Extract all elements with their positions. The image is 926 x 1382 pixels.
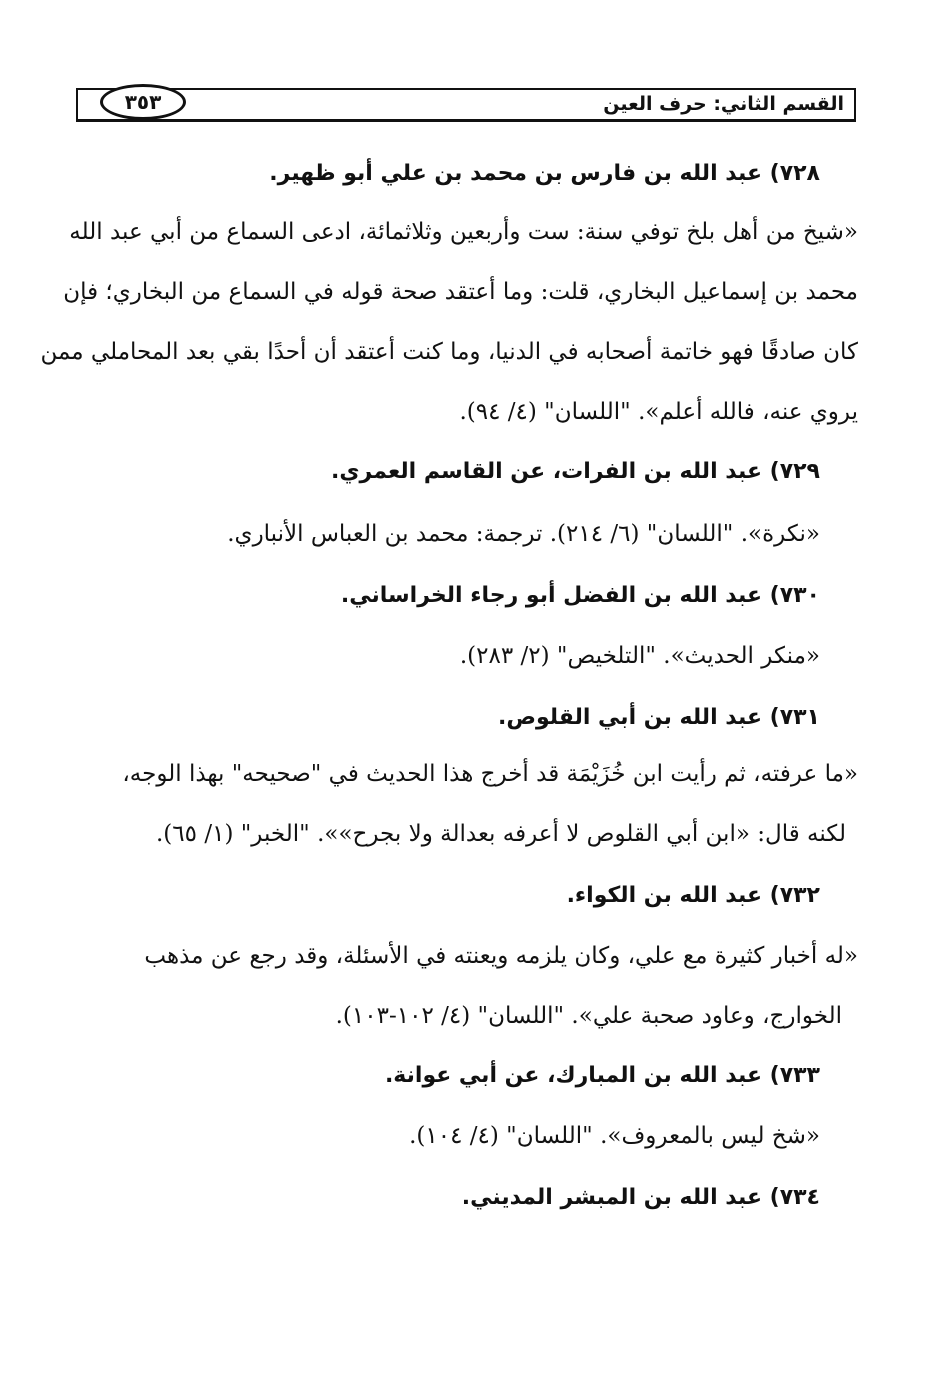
entry-730-heading: ٧٣٠) عبد الله بن الفضل أبو رجاء الخراساني.	[340, 583, 820, 608]
header-bottom-rule	[76, 119, 856, 122]
entry-731-text-line-2: لكنه قال: «ابن أبي القلوص لا أعرفه بعدالة ولا بجرح»». "الخبر" (١/ ٦٥).	[156, 821, 846, 847]
page-number: ٣٥٣	[100, 84, 186, 120]
entry-729-text: «نكرة». "اللسان" (٦/ ٢١٤). ترجمة: محمد بن العباس الأنباري.	[227, 521, 820, 547]
header-left-edge	[76, 88, 78, 122]
entry-732-text-line-1: «له أخبار كثيرة مع علي، وكان يلزمه ويعنته في الأسئلة، وقد رجع عن مذهب	[144, 943, 858, 969]
entry-733-heading: ٧٣٣) عبد الله بن المبارك، عن أبي عوانة.	[384, 1063, 820, 1088]
entry-730-text: «منكر الحديث». "التلخيص" (٢/ ٢٨٣).	[459, 643, 820, 669]
entry-731-heading: ٧٣١) عبد الله بن أبي القلوص.	[498, 705, 820, 730]
section-title: القسم الثاني: حرف العين	[603, 93, 844, 115]
entry-728-text-line-2: محمد بن إسماعيل البخاري، قلت: وما أعتقد صحة قوله في السماع من البخاري؛ فإن	[63, 279, 858, 305]
entry-732-heading: ٧٣٢) عبد الله بن الكواء.	[566, 883, 820, 908]
entry-728-heading: ٧٢٨) عبد الله بن فارس بن محمد بن علي أبو ظهير.	[269, 161, 820, 186]
entry-733-text: «شخ ليس بالمعروف». "اللسان" (٤/ ١٠٤).	[409, 1123, 820, 1149]
entry-728-text-line-3: كان صادقًا فهو خاتمة أصحابه في الدنيا، وما كنت أعتقد أن أحدًا بقي بعد المحاملي ممن	[40, 339, 858, 365]
entry-728-text-line-4: يروي عنه، فالله أعلم». "اللسان" (٤/ ٩٤).	[459, 399, 858, 425]
entry-728-text-line-1: «شيخ من أهل بلخ توفي سنة: ست وأربعين وثلاثمائة، ادعى السماع من أبي عبد الله	[69, 219, 858, 245]
entry-729-heading: ٧٢٩) عبد الله بن الفرات، عن القاسم العمري.	[331, 459, 820, 484]
entry-732-text-line-2: الخوارج، وعاود صحبة علي». "اللسان" (٤/ ١٠٢-١٠٣).	[335, 1003, 842, 1029]
header-right-edge	[854, 88, 856, 122]
entry-734-heading: ٧٣٤) عبد الله بن المبشر المديني.	[461, 1185, 820, 1210]
page-header	[76, 84, 856, 122]
entry-731-text-line-1: «ما عرفته، ثم رأيت ابن خُزَيْمَة قد أخرج هذا الحديث في "صحيحه" بهذا الوجه،	[122, 761, 858, 787]
